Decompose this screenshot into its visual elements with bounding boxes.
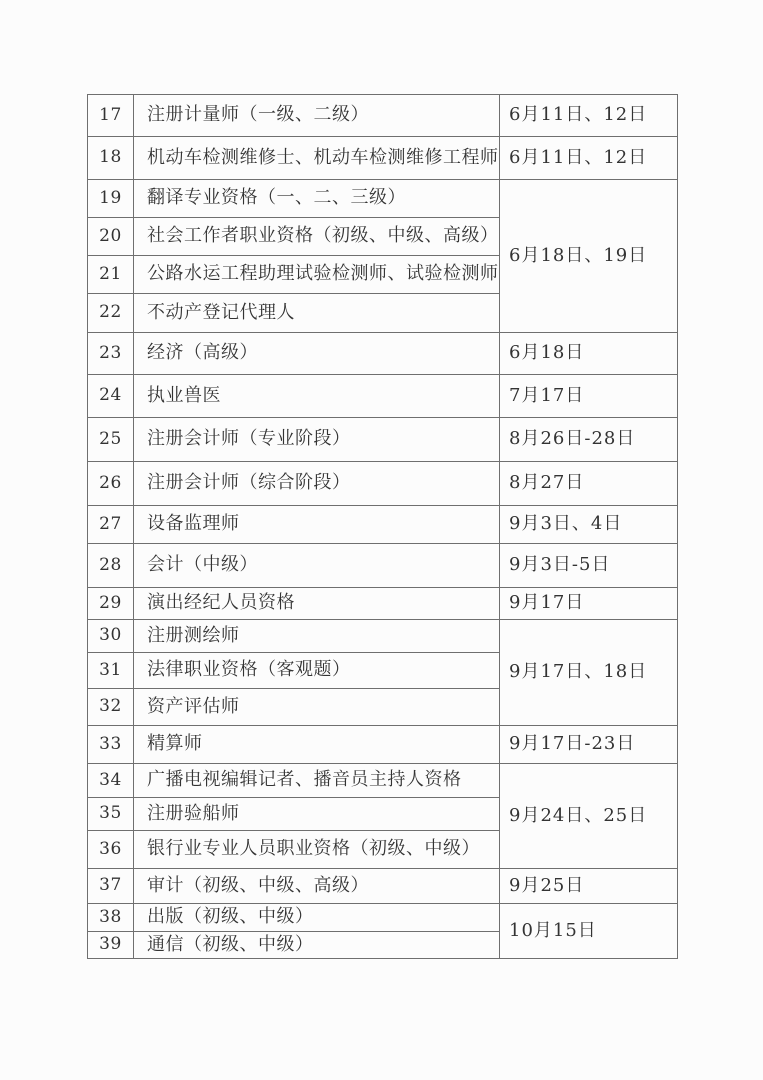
exam-name-cell: 注册验船师 bbox=[134, 798, 500, 831]
exam-date-cell: 6月18日 bbox=[500, 333, 678, 375]
exam-name-cell: 通信（初级、中级） bbox=[134, 932, 500, 959]
exam-name-cell: 精算师 bbox=[134, 726, 500, 764]
exam-name-cell: 演出经纪人员资格 bbox=[134, 588, 500, 620]
exam-date-cell: 6月11日、12日 bbox=[500, 95, 678, 137]
exam-date-cell: 10月15日 bbox=[500, 904, 678, 959]
exam-name-cell: 机动车检测维修士、机动车检测维修工程师 bbox=[134, 137, 500, 180]
table-row bbox=[88, 544, 678, 588]
row-number-cell: 39 bbox=[88, 932, 134, 959]
row-number-cell: 19 bbox=[88, 180, 134, 218]
exam-schedule-body bbox=[88, 95, 678, 959]
exam-date-cell: 9月25日 bbox=[500, 869, 678, 904]
exam-name-cell: 会计（中级） bbox=[134, 544, 500, 588]
exam-name-cell: 公路水运工程助理试验检测师、试验检测师 bbox=[134, 256, 500, 294]
row-number-cell: 22 bbox=[88, 294, 134, 333]
exam-date-cell: 6月18日、19日 bbox=[500, 180, 678, 333]
exam-name-cell: 注册会计师（专业阶段） bbox=[134, 418, 500, 462]
exam-name-cell: 审计（初级、中级、高级） bbox=[134, 869, 500, 904]
exam-date-cell: 9月17日-23日 bbox=[500, 726, 678, 764]
row-number-cell: 35 bbox=[88, 798, 134, 831]
exam-date-cell: 8月27日 bbox=[500, 462, 678, 506]
exam-name-cell: 设备监理师 bbox=[134, 506, 500, 544]
table-row bbox=[88, 620, 678, 653]
row-number-cell: 28 bbox=[88, 544, 134, 588]
table-row bbox=[88, 588, 678, 620]
row-number-cell: 32 bbox=[88, 689, 134, 726]
table-row bbox=[88, 869, 678, 904]
exam-schedule-table bbox=[87, 94, 678, 959]
row-number-cell: 24 bbox=[88, 375, 134, 418]
row-number-cell: 27 bbox=[88, 506, 134, 544]
exam-name-cell: 注册测绘师 bbox=[134, 620, 500, 653]
table-row bbox=[88, 726, 678, 764]
exam-name-cell: 执业兽医 bbox=[134, 375, 500, 418]
exam-name-cell: 注册计量师（一级、二级） bbox=[134, 95, 500, 137]
row-number-cell: 25 bbox=[88, 418, 134, 462]
row-number-cell: 20 bbox=[88, 218, 134, 256]
table-row bbox=[88, 764, 678, 798]
row-number-cell: 26 bbox=[88, 462, 134, 506]
table-row bbox=[88, 904, 678, 932]
row-number-cell: 18 bbox=[88, 137, 134, 180]
exam-name-cell: 资产评估师 bbox=[134, 689, 500, 726]
row-number-cell: 31 bbox=[88, 653, 134, 689]
table-row bbox=[88, 418, 678, 462]
exam-date-cell: 9月17日、18日 bbox=[500, 620, 678, 726]
row-number-cell: 33 bbox=[88, 726, 134, 764]
row-number-cell: 21 bbox=[88, 256, 134, 294]
table-row bbox=[88, 95, 678, 137]
row-number-cell: 17 bbox=[88, 95, 134, 137]
exam-name-cell: 银行业专业人员职业资格（初级、中级） bbox=[134, 831, 500, 869]
table-row bbox=[88, 375, 678, 418]
row-number-cell: 38 bbox=[88, 904, 134, 932]
row-number-cell: 37 bbox=[88, 869, 134, 904]
exam-date-cell: 8月26日-28日 bbox=[500, 418, 678, 462]
exam-date-cell: 7月17日 bbox=[500, 375, 678, 418]
exam-name-cell: 不动产登记代理人 bbox=[134, 294, 500, 333]
exam-date-cell: 9月3日、4日 bbox=[500, 506, 678, 544]
table-row bbox=[88, 462, 678, 506]
exam-date-cell: 6月11日、12日 bbox=[500, 137, 678, 180]
table-row bbox=[88, 506, 678, 544]
row-number-cell: 36 bbox=[88, 831, 134, 869]
exam-date-cell: 9月24日、25日 bbox=[500, 764, 678, 869]
exam-name-cell: 注册会计师（综合阶段） bbox=[134, 462, 500, 506]
table-row bbox=[88, 137, 678, 180]
exam-name-cell: 出版（初级、中级） bbox=[134, 904, 500, 932]
exam-date-cell: 9月17日 bbox=[500, 588, 678, 620]
row-number-cell: 34 bbox=[88, 764, 134, 798]
table-row bbox=[88, 333, 678, 375]
row-number-cell: 29 bbox=[88, 588, 134, 620]
row-number-cell: 23 bbox=[88, 333, 134, 375]
exam-name-cell: 法律职业资格（客观题） bbox=[134, 653, 500, 689]
row-number-cell: 30 bbox=[88, 620, 134, 653]
exam-date-cell: 9月3日-5日 bbox=[500, 544, 678, 588]
exam-name-cell: 广播电视编辑记者、播音员主持人资格 bbox=[134, 764, 500, 798]
exam-name-cell: 翻译专业资格（一、二、三级） bbox=[134, 180, 500, 218]
exam-name-cell: 社会工作者职业资格（初级、中级、高级） bbox=[134, 218, 500, 256]
table-row bbox=[88, 180, 678, 218]
exam-name-cell: 经济（高级） bbox=[134, 333, 500, 375]
